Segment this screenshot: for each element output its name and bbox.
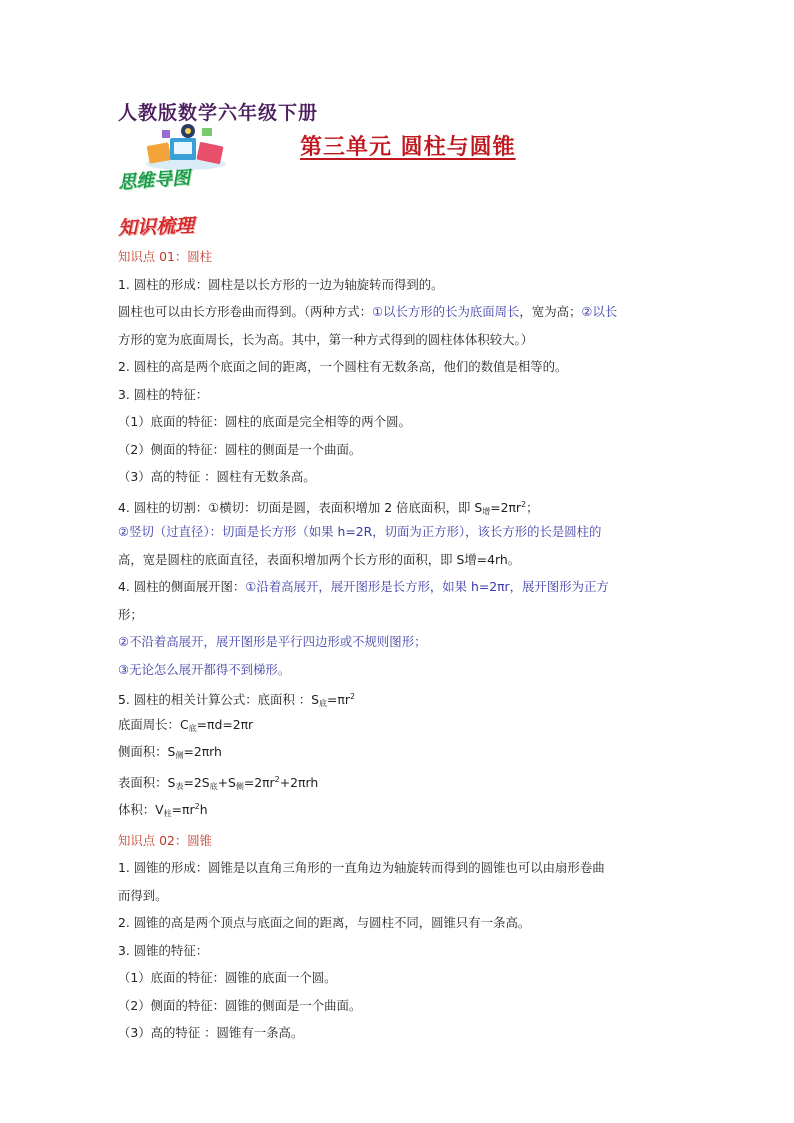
kp1-text: =πr	[171, 802, 195, 817]
unit-title: 第三单元 圆柱与圆锥	[300, 134, 516, 160]
kp1-line: 3. 圆柱的特征：	[118, 386, 209, 402]
superscript: 2	[349, 692, 356, 701]
subscript: 底	[209, 781, 218, 791]
kp1-line: ②竖切（过直径）：切面是长方形（如果 h=2R，切面为正方形），该长方形的长是圆柱的	[118, 524, 602, 539]
kp2-title: 知识点 02：圆锥	[118, 832, 213, 848]
kp2-line: （2）侧面的特征：圆锥的侧面是一个曲面。	[118, 997, 362, 1013]
kp1-text: ；	[526, 499, 539, 515]
kp1-line: 形；	[118, 606, 143, 622]
kp1-line: 2. 圆柱的高是两个底面之间的距离，一个圆柱有无数条高，他们的数值是相等的。	[118, 359, 568, 374]
content-body	[118, 243, 678, 1047]
kp1-text: 体积：V	[118, 802, 164, 817]
superscript: 2	[274, 774, 280, 784]
kp1-text: =πr	[327, 692, 350, 707]
superscript: 2	[521, 499, 527, 509]
kp1-text: h	[199, 802, 208, 817]
kp2-line: 2. 圆锥的高是两个顶点与底面之间的距离，与圆柱不同，圆锥只有一条高。	[118, 915, 531, 930]
kp1-text: 4. 圆柱的侧面展开图：	[118, 579, 246, 594]
kp2-line: 1. 圆锥的形成：圆锥是以直角三角形的一直角边为轴旋转而得到的圆锥也可以由扇形卷曲	[118, 860, 605, 875]
kp1-line	[118, 573, 678, 601]
kp1-line: 1. 圆柱的形成：圆柱是以长方形的一边为轴旋转而得到的。	[118, 276, 444, 292]
kp2-line: 而得到。	[118, 887, 168, 903]
kp1-text: 表面积：S	[118, 774, 176, 790]
kp1-text: 底面周长：C	[118, 716, 189, 732]
kp1-line: ③无论怎么展开都得不到梯形。	[118, 661, 291, 677]
kp2-line: （3）高的特征 ：圆锥有一条高。	[118, 1025, 304, 1040]
mindmap-heading: 思维导图	[117, 167, 191, 194]
subscript: 表	[175, 781, 184, 791]
kp1-text: ，宽为高；	[519, 304, 582, 319]
subscript: 增	[482, 506, 491, 516]
kp1-formula	[118, 711, 678, 739]
subscript: 底	[188, 723, 197, 733]
subscript: 侧	[175, 751, 184, 760]
superscript: 2	[194, 802, 200, 811]
kp1-text: +2πrh	[279, 774, 319, 790]
kp1-formula	[118, 738, 678, 766]
kp1-formula	[118, 766, 678, 794]
subscript: 柱	[163, 809, 172, 818]
kp2-line: （1）底面的特征：圆锥的底面一个圆。	[118, 970, 337, 985]
kp1-title: 知识点 01：圆柱	[118, 249, 213, 264]
kp1-text: 5. 圆柱的相关计算公式：底面积 ：S	[118, 692, 320, 707]
kp1-line: ②不沿着高展开，展开图形是平行四边形或不规则图形；	[118, 634, 427, 649]
kp1-line: （2）侧面的特征：圆柱的侧面是一个曲面。	[118, 441, 362, 457]
kp1-line: 高，宽是圆柱的底面直径，表面积增加两个长方形的面积，即 S增=4rh。	[118, 551, 521, 567]
kp1-line: （1）底面的特征：圆柱的底面是完全相等的两个圆。	[118, 414, 411, 429]
kp1-highlight: ①以长方形的长为底面周长	[372, 304, 520, 319]
subscript: 侧	[235, 781, 244, 791]
kp1-formula	[118, 793, 678, 821]
kp1-line: （3）高的特征 ：圆柱有无数条高。	[118, 469, 316, 484]
kp1-highlight: ①沿着高展开，展开图形是长方形，如果 h=2πr，展开图形为正方	[245, 579, 609, 594]
kp1-text: =2πr	[243, 774, 275, 790]
kp1-text: =2πrh	[183, 744, 222, 759]
kp1-text: =πd=2πr	[196, 716, 254, 732]
subscript: 底	[319, 699, 328, 708]
kp2-line: 3. 圆锥的特征：	[118, 942, 209, 958]
knowledge-heading: 知识梳理	[117, 214, 195, 240]
kp1-text: 圆柱也可以由长方形卷曲而得到。（两种方式：	[118, 304, 373, 319]
kp1-text: =2S	[183, 774, 210, 790]
kp1-text: 4. 圆柱的切割：①横切：切面是圆，表面积增加 2 倍底面积，即 S	[118, 499, 483, 515]
kp1-text: +S	[217, 774, 236, 790]
kp1-text: 侧面积：S	[118, 744, 176, 759]
kp1-formula	[118, 683, 678, 711]
kp1-line	[118, 491, 678, 519]
kp1-line	[118, 298, 678, 326]
kp1-text: =2πr	[490, 499, 522, 515]
kp1-line: 方形的宽为底面周长，长为高。其中，第一种方式得到的圆柱体体积较大。）	[118, 331, 534, 347]
kp1-highlight: ②以长	[581, 304, 618, 319]
grade-title: 人教版数学六年级下册	[118, 102, 319, 124]
